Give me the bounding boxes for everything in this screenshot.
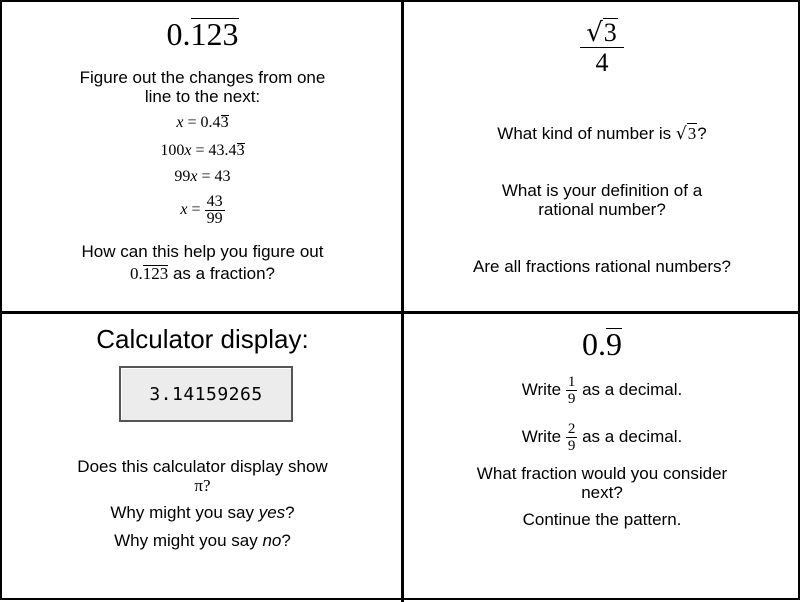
- card3-heading: Calculator display:: [96, 324, 309, 354]
- eq4-numerator: 43: [206, 193, 223, 210]
- card2-heading-numerator: [580, 18, 624, 48]
- card2-q2-line1: What is your definition of a: [501, 181, 703, 200]
- card3-q3-text: Why might you say: [114, 531, 263, 550]
- card1-question-line1: How can this help you figure out: [81, 242, 324, 261]
- card4-l1-pre: Write: [521, 379, 566, 399]
- card4-question: [404, 464, 800, 502]
- sqrt-icon: √3: [675, 124, 697, 144]
- calculator-display: [119, 366, 293, 422]
- eq1-var: x: [176, 114, 184, 131]
- eq2-var: x: [184, 142, 192, 159]
- card3-q2-em: yes: [258, 503, 286, 522]
- card1-heading-whole: 0.: [166, 16, 191, 52]
- card4-last: Continue the pattern.: [522, 510, 682, 529]
- card4-q-line2: next?: [581, 483, 623, 502]
- card2-q1-end: ?: [697, 124, 707, 143]
- eq4-eq: =: [187, 201, 205, 219]
- card1-heading-repeat: 123: [190, 16, 239, 52]
- card-calculator: [4, 314, 401, 600]
- card4-l2-num: 2: [567, 421, 576, 437]
- card1-question-repeat: 123: [142, 264, 169, 283]
- card4-l2-pre: Write: [521, 426, 566, 446]
- card3-question-2: [4, 503, 401, 522]
- eq4-var: x: [180, 201, 188, 219]
- card4-line-1: [404, 374, 800, 407]
- eq2-repeat: 3: [236, 142, 245, 159]
- card4-heading-whole: 0.: [582, 326, 606, 362]
- card4-l2-den: 9: [567, 438, 576, 454]
- card3-q3-end: ?: [281, 531, 291, 550]
- card3-question-1: [4, 457, 401, 495]
- card-square-root: [404, 4, 800, 311]
- card1-equation-4: [4, 194, 401, 227]
- card1-question-tail: as a fraction?: [168, 264, 276, 283]
- card4-q-line1: What fraction would you consider: [476, 464, 728, 483]
- card1-prompt-line2: line to the next:: [144, 87, 261, 106]
- card1-equation-2: [4, 142, 401, 160]
- card4-l1-post: as a decimal.: [577, 379, 683, 399]
- card2-heading-denominator: 4: [595, 48, 609, 77]
- eq3-var: x: [190, 168, 198, 185]
- eq2-rhs: = 43.4: [191, 142, 237, 159]
- card3-q3-em: no: [262, 531, 282, 550]
- eq3-coef: 99: [174, 168, 191, 185]
- card2-question-3: Are all fractions rational numbers?: [473, 257, 731, 276]
- card1-equation-3: [4, 168, 401, 186]
- card2-q2-line2: rational number?: [538, 200, 666, 219]
- sqrt-icon: √3: [586, 18, 617, 48]
- card3-q1-line2: π?: [194, 476, 211, 495]
- card3-q2-text: Why might you say: [110, 503, 259, 522]
- eq4-fraction: [205, 194, 225, 227]
- eq4-denominator: 99: [206, 210, 223, 227]
- card2-q1-radicand: 3: [687, 124, 697, 143]
- eq1-repeat: 3: [220, 114, 229, 131]
- card1-question: [4, 242, 401, 283]
- card2-heading: [404, 18, 800, 78]
- card1-equation-1: [4, 114, 401, 132]
- card2-question-1: [404, 123, 800, 144]
- card4-heading: [404, 326, 800, 363]
- card4-l1-num: 1: [567, 374, 576, 390]
- card4-l2-fraction: [566, 421, 578, 454]
- card1-question-whole: 0.: [129, 264, 143, 283]
- card1-question-line2: [4, 264, 401, 283]
- eq2-coef: 100: [160, 142, 185, 159]
- card4-line-2: [404, 421, 800, 454]
- card2-heading-fraction: [580, 18, 624, 78]
- card2-heading-radicand: 3: [603, 18, 617, 47]
- card2-question-2: [404, 181, 800, 219]
- eq3-rhs: = 43: [197, 168, 231, 185]
- card-repeating-decimal: [4, 4, 401, 311]
- card4-l2-post: as a decimal.: [577, 426, 683, 446]
- card1-prompt-line1: Figure out the changes from one: [79, 68, 326, 87]
- card4-l1-den: 9: [567, 391, 576, 407]
- eq1-rhs: = 0.4: [183, 114, 221, 131]
- calculator-display-value: 3.14159265: [149, 383, 263, 405]
- card1-heading: [4, 16, 401, 53]
- card-point-nine: [404, 314, 800, 600]
- card3-q1-line1: Does this calculator display show: [77, 457, 328, 476]
- card4-heading-repeat: 9: [606, 326, 622, 362]
- card1-prompt: [4, 68, 401, 106]
- card3-q2-end: ?: [285, 503, 295, 522]
- card3-question-3: [4, 531, 401, 550]
- card2-q1-text: What kind of number is: [497, 124, 676, 143]
- card4-l1-fraction: [566, 374, 578, 407]
